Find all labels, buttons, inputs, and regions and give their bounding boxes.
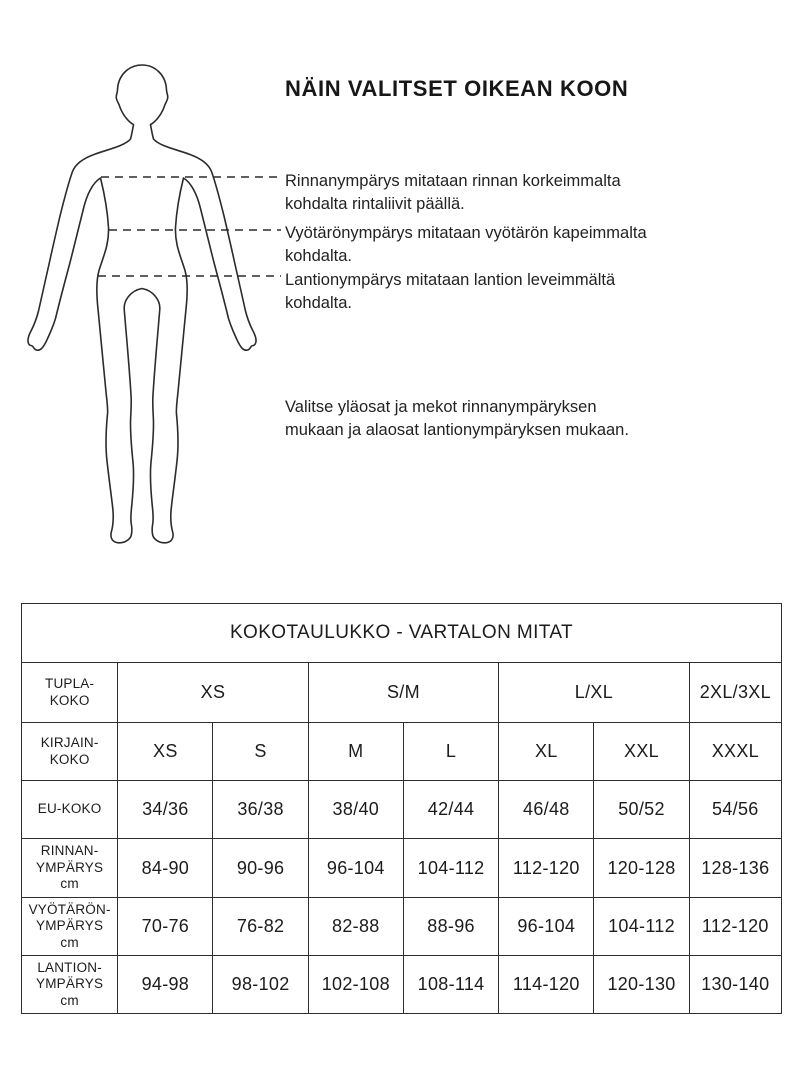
eu-size-cell: 46/48 xyxy=(499,781,594,839)
body-outline-icon xyxy=(20,50,290,560)
table-row xyxy=(22,956,782,1014)
size-table xyxy=(21,603,782,1014)
hip-instruction-line-1: Lantionympärys mitataan lantion leveimmältä xyxy=(285,271,616,289)
letter-size-cell: XS xyxy=(118,723,213,781)
eu-size-cell: 36/38 xyxy=(213,781,308,839)
eu-size-cell: 34/36 xyxy=(118,781,213,839)
waist-girth-label-line-3: cm xyxy=(60,934,79,950)
letter-size-cell: XL xyxy=(499,723,594,781)
table-row xyxy=(22,781,782,839)
waist-girth-cell: 88-96 xyxy=(403,898,498,956)
waist-instruction-line-2: kohdalta. xyxy=(285,247,352,265)
table-row xyxy=(22,839,782,898)
double-size-label xyxy=(22,663,118,723)
eu-size-cell: 50/52 xyxy=(594,781,689,839)
chest-girth-label-line-2: YMPÄRYS xyxy=(36,859,104,875)
waist-girth-label-line-1: VYÖTÄRÖN- xyxy=(28,901,111,917)
chest-instruction-line-2: kohdalta rintaliivit päällä. xyxy=(285,195,465,213)
table-row xyxy=(22,898,782,956)
body-outline-path xyxy=(28,65,256,543)
chest-girth-cell: 96-104 xyxy=(308,839,403,898)
selection-note-line-1: Valitse yläosat ja mekot rinnanympäryksen xyxy=(285,398,597,416)
hip-girth-label-line-1: LANTION- xyxy=(37,959,102,975)
page-title: NÄIN VALITSET OIKEAN KOON xyxy=(285,76,629,101)
waist-girth-cell: 70-76 xyxy=(118,898,213,956)
hip-girth-label-line-2: YMPÄRYS xyxy=(36,976,104,992)
selection-note-line-2: mukaan ja alaosat lantionympäryksen mukaan. xyxy=(285,421,629,439)
hip-instruction xyxy=(285,269,790,315)
hip-girth-cell: 108-114 xyxy=(403,956,498,1014)
letter-size-cell: XXXL xyxy=(689,723,781,781)
double-size-cell: S/M xyxy=(308,663,498,723)
eu-size-cell: 42/44 xyxy=(403,781,498,839)
double-size-cell: 2XL/3XL xyxy=(689,663,781,723)
waist-girth-cell: 112-120 xyxy=(689,898,781,956)
hip-instruction-line-2: kohdalta. xyxy=(285,294,352,312)
table-row xyxy=(22,723,782,781)
chest-girth-cell: 84-90 xyxy=(118,839,213,898)
double-size-cell: L/XL xyxy=(499,663,689,723)
hip-girth-cell: 114-120 xyxy=(499,956,594,1014)
letter-size-label-line-2: KOKO xyxy=(49,751,90,767)
hip-girth-label xyxy=(22,956,118,1014)
chest-girth-cell: 112-120 xyxy=(499,839,594,898)
chest-girth-cell: 128-136 xyxy=(689,839,781,898)
chest-girth-cell: 120-128 xyxy=(594,839,689,898)
double-size-label-line-2: KOKO xyxy=(49,692,90,708)
eu-size-cell: 38/40 xyxy=(308,781,403,839)
hip-girth-cell: 130-140 xyxy=(689,956,781,1014)
waist-girth-cell: 104-112 xyxy=(594,898,689,956)
letter-size-label xyxy=(22,723,118,781)
chest-girth-cell: 90-96 xyxy=(213,839,308,898)
body-figure-illustration xyxy=(20,50,290,560)
double-size-label-line-1: TUPLA- xyxy=(45,676,95,691)
waist-girth-label-line-2: YMPÄRYS xyxy=(36,918,104,934)
chest-girth-cell: 104-112 xyxy=(403,839,498,898)
letter-size-label-line-1: KIRJAIN- xyxy=(40,735,99,750)
hip-girth-cell: 102-108 xyxy=(308,956,403,1014)
letter-size-cell: M xyxy=(308,723,403,781)
waist-instruction-line-1: Vyötärönympärys mitataan vyötärön kapeimmalta xyxy=(285,224,647,242)
waist-instruction xyxy=(285,222,790,268)
waist-girth-cell: 76-82 xyxy=(213,898,308,956)
chest-instruction-line-1: Rinnanympärys mitataan rinnan korkeimmalta xyxy=(285,172,621,190)
letter-size-cell: S xyxy=(213,723,308,781)
double-size-cell: XS xyxy=(118,663,308,723)
chest-instruction xyxy=(285,170,790,216)
chest-girth-label-line-1: RINNAN- xyxy=(40,843,99,859)
waist-girth-cell: 82-88 xyxy=(308,898,403,956)
hip-girth-label-line-3: cm xyxy=(60,992,79,1008)
eu-size-label: EU-KOKO xyxy=(22,781,118,839)
chest-girth-label-line-3: cm xyxy=(60,876,79,892)
size-table-title: KOKOTAULUKKO - VARTALON MITAT xyxy=(22,604,782,663)
eu-size-cell: 54/56 xyxy=(689,781,781,839)
table-row xyxy=(22,663,782,723)
table-row xyxy=(22,604,782,663)
hip-girth-cell: 98-102 xyxy=(213,956,308,1014)
waist-girth-label xyxy=(22,898,118,956)
hip-girth-cell: 94-98 xyxy=(118,956,213,1014)
letter-size-cell: L xyxy=(403,723,498,781)
hip-girth-cell: 120-130 xyxy=(594,956,689,1014)
selection-note xyxy=(285,396,790,442)
waist-girth-cell: 96-104 xyxy=(499,898,594,956)
chest-girth-label xyxy=(22,839,118,898)
letter-size-cell: XXL xyxy=(594,723,689,781)
